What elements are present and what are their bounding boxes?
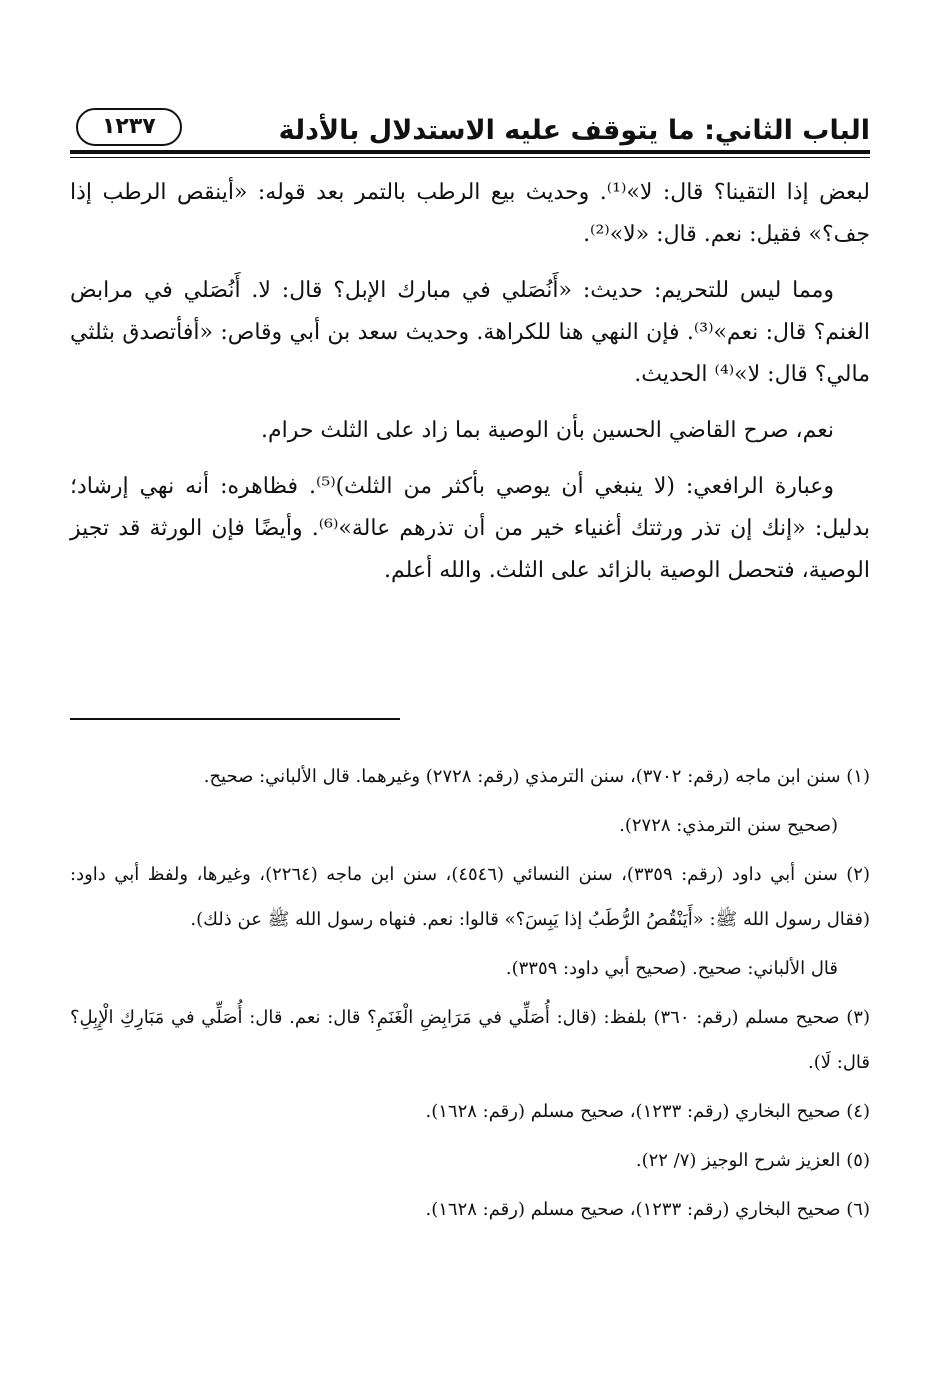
paragraph: لبعض إذا التقينا؟ قال: لا»⁽¹⁾. وحديث بيع الرطب بالتمر بعد قوله: «أينقص الرطب إذا جف؟» فقيل: نعم. قال: «لا»⁽²⁾. bbox=[70, 180, 870, 247]
chapter-title: الباب الثاني: ما يتوقف عليه الاستدلال بالأدلة bbox=[278, 115, 870, 146]
footnote-4: (٤) صحيح البخاري (رقم: ١٢٣٣)، صحيح مسلم (رقم: ١٦٢٨). bbox=[425, 1101, 870, 1122]
footnote-1-continuation: (صحيح سنن الترمذي: ٢٧٢٨). bbox=[619, 815, 838, 836]
paragraph: نعم، صرح القاضي الحسين بأن الوصية بما زاد على الثلث حرام. bbox=[260, 418, 834, 443]
footnotes bbox=[70, 754, 870, 1232]
footnote-2: (٢) سنن أبي داود (رقم: ٣٣٥٩)، سنن النسائي (٤٥٤٦)، سنن ابن ماجه (٢٢٦٤)، وغيرها، ولفظ أبي داود: (فقال رسول الله ﷺ: «أَيَنْقُصُ الرُّطَبُ إذا يَبِسَ؟» قالوا: نعم. فنهاه رسول الله ﷺ عن ذلك). bbox=[70, 864, 870, 930]
running-header bbox=[70, 96, 870, 146]
footnote-3: (٣) صحيح مسلم (رقم: ٣٦٠) بلفظ: (قال: أُصَلِّي في مَرَابِضِ الْغَنَمِ؟ قال: نعم. قال: أُصَلِّي في مَبَارِكِ الْإِبِلِ؟ قال: لَا). bbox=[70, 1007, 870, 1073]
paragraph: ومما ليس للتحريم: حديث: «أَنُصَلي في مبارك الإبل؟ قال: لا. أَنُصَلي في مرابض الغنم؟ قال: نعم»⁽³⁾. فإن النهي هنا للكراهة. وحديث سعد بن أبي وقاص: «أفأتصدق بثلثي مالي؟ قال: لا»⁽⁴⁾ الحديث. bbox=[70, 278, 870, 387]
header-rule bbox=[70, 150, 870, 158]
paragraph: وعبارة الرافعي: (لا ينبغي أن يوصي بأكثر من الثلث)⁽⁵⁾. فظاهره: أنه نهي إرشاد؛ بدليل: «إنك إن تذر ورثتك أغنياء خير من أن تذرهم عالة»⁽⁶⁾. وأيضًا فإن الورثة قد تجيز الوصية، فتحصل الوصية بالزائد على الثلث. والله أعلم. bbox=[70, 474, 870, 583]
footnote-5: (٥) العزيز شرح الوجيز (٧/ ٢٢). bbox=[635, 1150, 870, 1171]
book-page bbox=[70, 96, 870, 1393]
footnote-separator bbox=[70, 718, 400, 720]
main-text bbox=[70, 172, 870, 592]
footnote-2-continuation: قال الألباني: صحيح. (صحيح أبي داود: ٣٣٥٩). bbox=[505, 958, 838, 979]
page-number: ١٢٣٧ bbox=[76, 108, 182, 146]
footnote-1: (١) سنن ابن ماجه (رقم: ٣٧٠٢)، سنن الترمذي (رقم: ٢٧٢٨) وغيرهما. قال الألباني: صحيح. bbox=[203, 766, 870, 787]
footnote-6: (٦) صحيح البخاري (رقم: ١٢٣٣)، صحيح مسلم (رقم: ١٦٢٨). bbox=[425, 1199, 870, 1220]
